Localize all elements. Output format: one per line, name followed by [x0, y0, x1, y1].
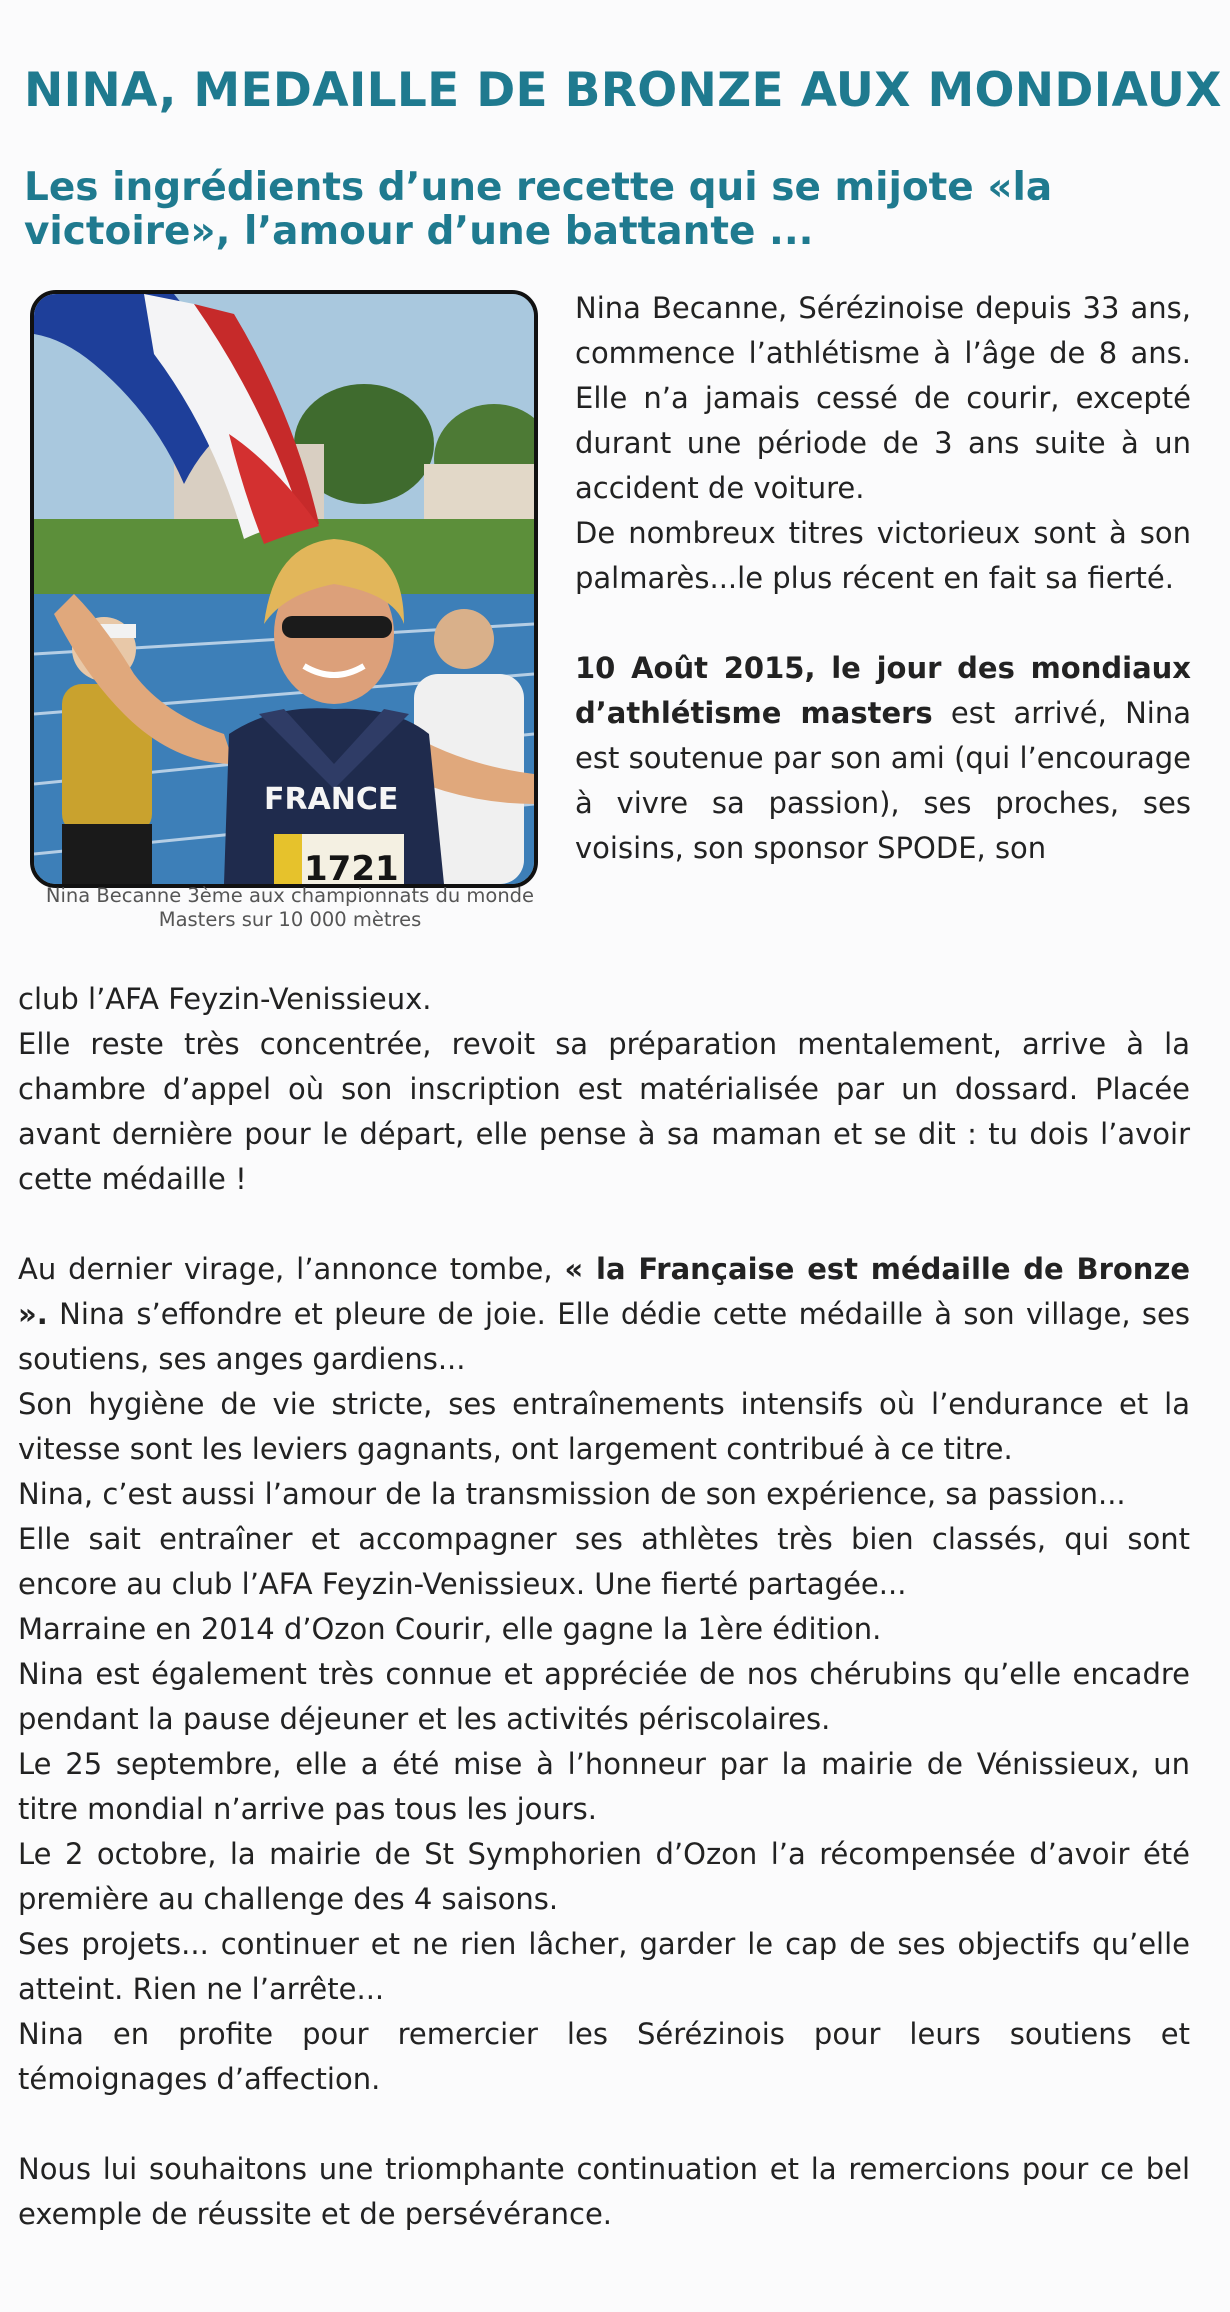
paragraph: Nina est également très connue et appréciée de nos chérubins qu’elle encadre pendant la pause déjeuner et les activités périscolaires. [18, 1657, 1190, 1736]
intro-column [575, 286, 1191, 871]
paragraph-text: Nina s’effondre et pleure de joie. Elle dédie cette médaille à son village, ses soutiens, ses anges gardiens... [18, 1297, 1190, 1376]
paragraph: Son hygiène de vie stricte, ses entraînements intensifs où l’endurance et la vitesse sont les leviers gagnants, ont largement contribué à ce titre. [18, 1387, 1190, 1466]
paragraph: club l’AFA Feyzin-Venissieux. [18, 982, 432, 1016]
paragraph: Ses projets... continuer et ne rien lâcher, garder le cap de ses objectifs qu’elle atteint. Rien ne l’arrête... [18, 1927, 1190, 2006]
closing-paragraph: Nous lui souhaitons une triomphante continuation et la remercions pour ce bel exemple de réussite et de persévérance. [18, 2152, 1190, 2231]
paragraph [575, 646, 1191, 871]
body-column [18, 977, 1190, 2237]
paragraph: Nina Becanne, Sérézinoise depuis 33 ans, commence l’athlétisme à l’âge de 8 ans. Elle n’a jamais cessé de courir, excepté durant une période de 3 ans suite à un accident de voiture. [575, 291, 1191, 505]
article-subtitle: Les ingrédients d’une recette qui se mijote «la victoire», l’amour d’une battante ... [24, 165, 1053, 255]
paragraph: Nina en profite pour remercier les Sérézinois pour leurs soutiens et témoignages d’affection. [18, 2017, 1190, 2096]
paragraph: Marraine en 2014 d’Ozon Courir, elle gagne la 1ère édition. [18, 1612, 882, 1646]
paragraph: Nina, c’est aussi l’amour de la transmission de son expérience, sa passion... [18, 1477, 1126, 1511]
bib-number: 1721 [304, 849, 399, 884]
paragraph-spacer [18, 1202, 1190, 1247]
shirt-text: FRANCE [264, 782, 399, 817]
paragraph: De nombreux titres victorieux sont à son palmarès...le plus récent en fait sa fierté. [575, 516, 1191, 595]
paragraph-text: est arrivé, Nina est soutenue par son ami (qui l’encourage à vivre sa passion), ses proches, ses voisins, son sponsor SPODE, son [575, 696, 1191, 865]
paragraph-text: Au dernier virage, l’annonce tombe, [18, 1252, 565, 1286]
paragraph: Le 25 septembre, elle a été mise à l’honneur par la mairie de Vénissieux, un titre mondial n’arrive pas tous les jours. [18, 1747, 1190, 1826]
photo-caption: Nina Becanne 3ème aux championnats du monde Masters sur 10 000 mètres [45, 884, 535, 931]
date-highlight: 10 Août 2015, le jour des mondiaux d’athlétisme masters [575, 651, 1191, 730]
runner-photo [30, 290, 538, 888]
paragraph: Elle reste très concentrée, revoit sa préparation mentalement, arrive à la chambre d’appel où son inscription est matérialisée par un dossard. Placée avant dernière pour le départ, elle pense à sa maman et se dit : tu dois l’avoir cette médaille ! [18, 1027, 1190, 1196]
paragraph: Elle sait entraîner et accompagner ses athlètes très bien classés, qui sont encore au club l’AFA Feyzin-Venissieux. Une fierté partagée... [18, 1522, 1190, 1601]
paragraph-spacer [18, 2102, 1190, 2147]
medal-quote: « la Française est médaille de Bronze ». [18, 1252, 1190, 1331]
paragraph: Le 2 octobre, la mairie de St Symphorien d’Ozon l’a récompensée d’avoir été première au challenge des 4 saisons. [18, 1837, 1190, 1916]
paragraph [18, 1247, 1190, 1382]
article-title: NINA, MEDAILLE DE BRONZE AUX MONDIAUX [24, 63, 1222, 119]
paragraph-spacer [575, 601, 1191, 646]
